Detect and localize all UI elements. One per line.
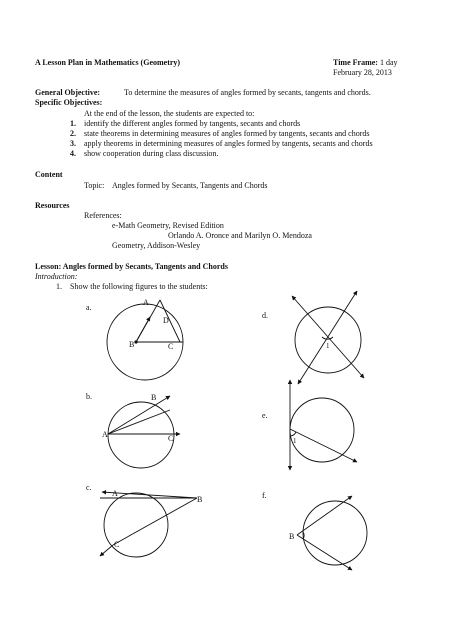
reference-title: Geometry, Addison-Wesley [112,241,201,250]
figure-label: b. [86,392,92,401]
figure-d [292,291,364,384]
content-label: Content [35,170,63,179]
figure-b [108,396,180,468]
point-label: B [289,532,295,541]
time-frame-value: 1 day [379,58,398,67]
objective-text: show cooperation during class discussion. [84,149,219,158]
point-label: C [114,540,120,549]
center-point [135,341,137,343]
figure-label: f. [262,491,267,500]
lesson-date: February 28, 2013 [333,68,392,77]
objective-number: 4. [70,149,76,158]
point-label: A [143,298,149,307]
general-objective-label: General Objective: [35,88,101,97]
point-label: B [151,393,157,402]
point-label: B [129,340,135,349]
circle-f [303,501,367,565]
tangent-line [297,496,352,535]
objective-text: identify the different angles formed by tangents, secants and chords [84,119,301,128]
topic-label: Topic: [84,181,105,190]
references-label: References: [84,211,122,220]
point-label: D [163,316,169,325]
general-objective-text: To determine the measures of angles formed by secants, tangents and chords. [124,88,371,97]
time-frame-label: Time Frame: [333,58,378,67]
step-number: 1. [56,282,62,291]
point-label: C [168,434,174,443]
figure-label: c. [86,483,92,492]
step-text: Show the following figures to the students: [70,282,208,291]
reference-title: e-Math Geometry, Revised Edition [112,221,224,230]
chord-line [108,410,170,434]
lesson-heading: Lesson: Angles formed by Secants, Tangents and Chords [35,262,228,271]
secant-line [298,291,357,384]
secant-line [113,498,197,545]
figure-e [290,380,357,470]
tangent-line [297,535,352,570]
angle-label: 1 [293,437,297,445]
resources-label: Resources [35,201,70,210]
point-label: A [102,430,108,439]
objective-text: apply theorems in determining measures of angles formed by tangents, secants and chords [84,139,373,148]
reference-authors: Orlando A. Oronce and Marilyn O. Mendoza [168,231,312,240]
figure-label: d. [262,311,268,320]
objective-text: state theorems in determining measures of angles formed by tangents, secants and chords [84,129,370,138]
point-label: B [197,495,203,504]
topic-text: Angles formed by Secants, Tangents and Chords [112,181,268,190]
circle-e [290,398,354,462]
specific-objectives-intro: At the end of the lesson, the students are expected to: [84,109,255,118]
specific-objectives-label: Specific Objectives: [35,98,103,107]
figure-label: a. [86,303,92,312]
introduction-label: Introduction: [35,272,78,281]
figure-label: e. [262,411,268,420]
objective-number: 1. [70,119,76,128]
figure-a [107,300,183,380]
ray-line [100,545,113,556]
objective-number: 2. [70,129,76,138]
secant-line [290,429,357,462]
point-label: C [168,342,174,351]
ray-line [136,317,150,342]
angle-label: 1 [326,342,330,350]
lesson-title: A Lesson Plan in Mathematics (Geometry) [35,58,181,67]
objective-number: 3. [70,139,76,148]
figure-f [297,496,367,570]
point-label: A [112,489,118,498]
